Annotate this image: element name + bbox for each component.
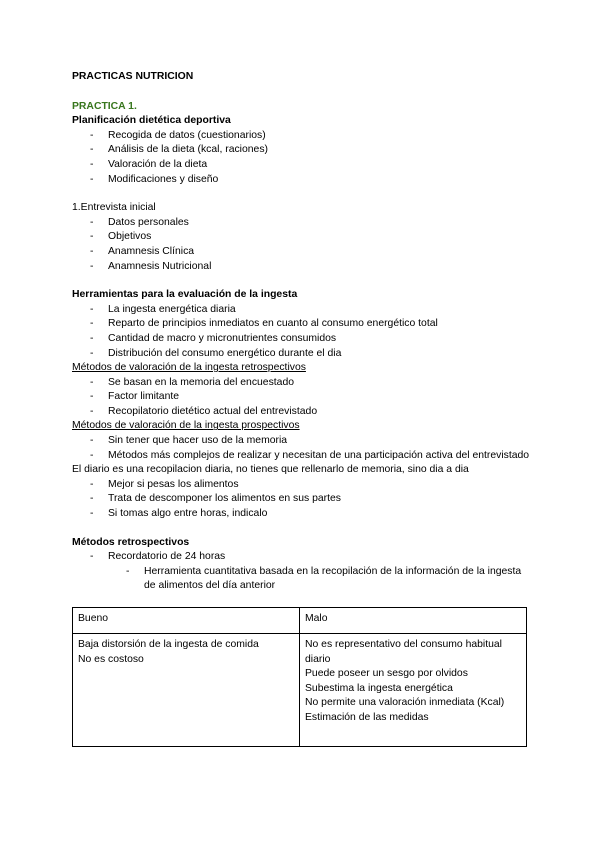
comparison-table: [72, 607, 527, 747]
diario-note: El diario es una recopilacion diaria, no tienes que rellenarlo de memoria, sino dia a dia: [72, 464, 469, 476]
herramientas-heading: Herramientas para la evaluación de la ingesta: [72, 289, 298, 301]
list-item: - Recordatorio de 24 horas: [72, 550, 532, 565]
prospectivos-heading: Métodos de valoración de la ingesta prospectivos: [72, 420, 300, 432]
cell-line: No es representativo del consumo habitual diario: [305, 639, 502, 665]
cell-line: Baja distorsión de la ingesta de comida: [78, 639, 259, 650]
list-item: - Valoración de la dieta: [72, 158, 532, 173]
document-page: [72, 70, 532, 747]
table-cell-bueno: [73, 634, 300, 747]
list-item: - Sin tener que hacer uso de la memoria: [72, 434, 532, 449]
list-item: - Herramienta cuantitativa basada en la recopilación de la información de la ingesta de alimentos del día anterior: [72, 565, 532, 594]
list-item: - Análisis de la dieta (kcal, raciones): [72, 143, 532, 158]
practica-heading: PRACTICA 1.: [72, 100, 137, 112]
entrevista-list: [72, 216, 532, 274]
diario-list: [72, 478, 532, 522]
metodos-retro-sublist: [72, 565, 532, 594]
table-header-bueno: Bueno: [73, 608, 300, 634]
list-item: - Anamnesis Clínica: [72, 245, 532, 260]
list-item: - Objetivos: [72, 230, 532, 245]
cell-line: No permite una valoración inmediata (Kcal): [305, 697, 505, 709]
list-item: - Reparto de principios inmediatos en cuanto al consumo energético total: [72, 317, 532, 332]
document-title: PRACTICAS NUTRICION: [72, 71, 194, 82]
herramientas-list: [72, 303, 532, 361]
list-item: - Factor limitante: [72, 390, 532, 405]
list-item: - Datos personales: [72, 216, 532, 231]
cell-line: Estimación de las medidas: [305, 711, 429, 723]
list-item: - Modificaciones y diseño: [72, 173, 532, 188]
table-header-malo: Malo: [300, 608, 527, 634]
list-item: - Mejor si pesas los alimentos: [72, 478, 532, 493]
cell-line: Subestima la ingesta energética: [305, 682, 453, 694]
list-item: - Recopilatorio dietético actual del entrevistado: [72, 405, 532, 420]
practica-list: [72, 129, 532, 187]
list-item: - Si tomas algo entre horas, indicalo: [72, 507, 532, 522]
retrospectivos-heading: Métodos de valoración de la ingesta retrospectivos: [72, 362, 306, 374]
practica-subheading: Planificación dietética deportiva: [72, 115, 231, 127]
table-cell-malo: [300, 634, 527, 747]
list-item: - Anamnesis Nutricional: [72, 260, 532, 275]
metodos-retro-heading: Métodos retrospectivos: [72, 536, 190, 548]
list-item: - Distribución del consumo energético durante el dia: [72, 347, 532, 362]
list-item: - La ingesta energética diaria: [72, 303, 532, 318]
retrospectivos-list: [72, 376, 532, 420]
table-row: [73, 634, 527, 747]
prospectivos-list: [72, 434, 532, 463]
list-item: - Cantidad de macro y micronutrientes consumidos: [72, 332, 532, 347]
list-item: - Trata de descomponer los alimentos en sus partes: [72, 492, 532, 507]
table-header-row: [73, 608, 527, 634]
list-item: - Recogida de datos (cuestionarios): [72, 129, 532, 144]
list-item: - Métodos más complejos de realizar y necesitan de una participación activa del entrevistado: [72, 449, 532, 464]
cell-line: Puede poseer un sesgo por olvidos: [305, 668, 468, 680]
list-item: - Se basan en la memoria del encuestado: [72, 376, 532, 391]
cell-line: No es costoso: [78, 653, 144, 665]
metodos-retro-list: [72, 550, 532, 565]
entrevista-heading: 1.Entrevista inicial: [72, 202, 156, 214]
